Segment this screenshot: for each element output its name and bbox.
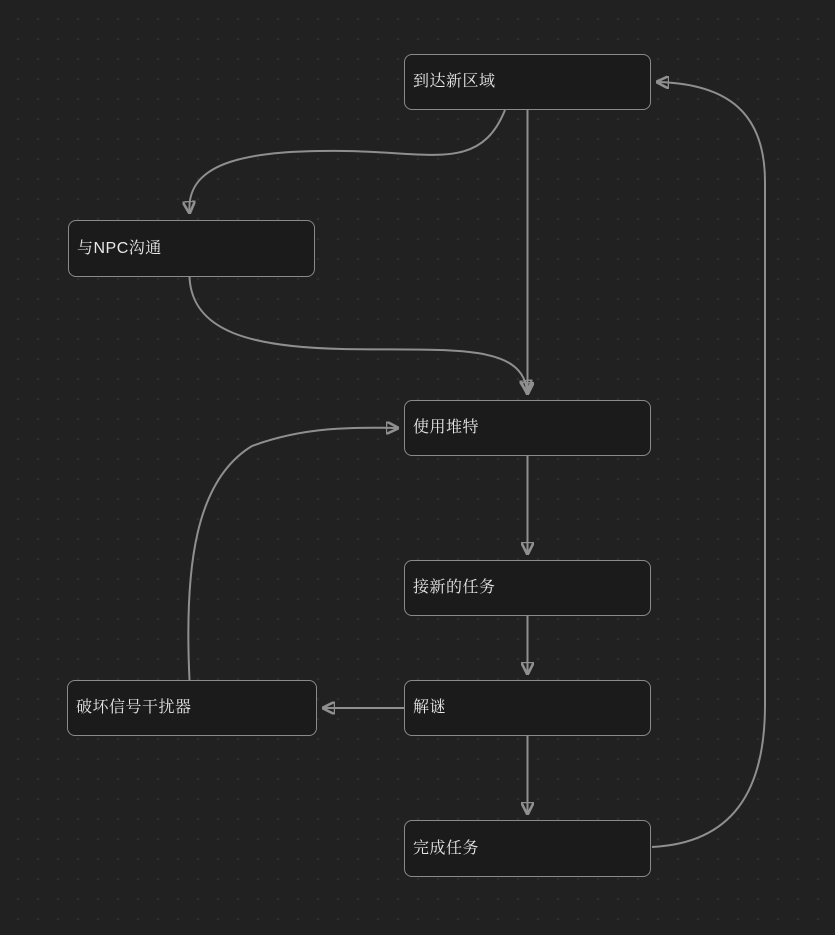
flow-node-solve-puzzle[interactable]: [404, 680, 651, 736]
flow-node-arrive-new-area[interactable]: [404, 54, 651, 110]
node-label-complete-task: 完成任务: [413, 839, 480, 857]
edge-destroy-jammer-to-use-duite: [188, 428, 397, 680]
edge-complete-task-to-arrive: [652, 82, 765, 847]
flow-node-complete-task[interactable]: [404, 820, 651, 877]
node-label-solve-puzzle: 解谜: [413, 699, 447, 716]
edge-npc-to-use-duite: [190, 277, 528, 391]
node-label-talk-to-npc: 与NPC沟通: [77, 239, 162, 257]
flow-node-talk-to-npc[interactable]: [68, 220, 315, 277]
node-label-use-duite: 使用堆特: [413, 419, 480, 436]
flow-node-use-duite[interactable]: [404, 400, 651, 456]
node-label-destroy-jammer: 破坏信号干扰器: [76, 699, 192, 716]
edge-arrive-to-npc: [189, 110, 505, 212]
node-label-accept-new-task: 接新的任务: [413, 579, 496, 596]
node-label-arrive-new-area: 到达新区域: [413, 73, 496, 90]
flow-node-accept-new-task[interactable]: [404, 560, 651, 616]
flow-node-destroy-jammer[interactable]: [67, 680, 317, 736]
